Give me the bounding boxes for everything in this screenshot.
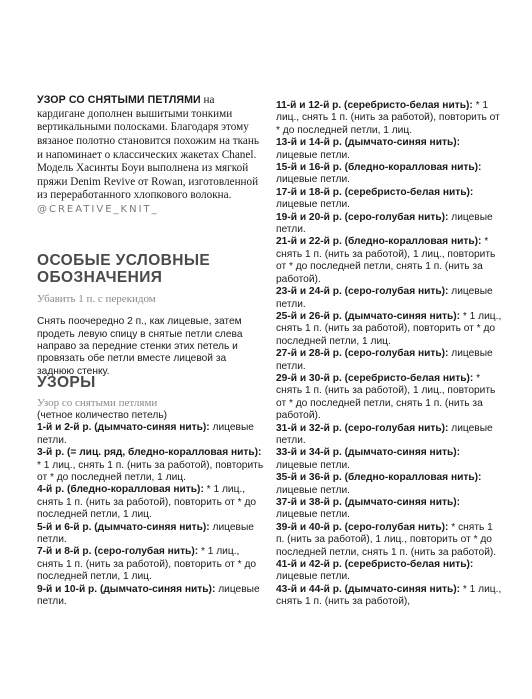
row-text: * 1 лиц., снять 1 п. (нить за работой), повторить от * до последней петли, 1 лиц.	[37, 459, 264, 484]
row-label: 1-й и 2-й р. (дымчато-синяя нить):	[37, 422, 210, 434]
row-label: 13-й и 14-й р. (дымчато-синяя нить):	[276, 137, 461, 149]
pattern-rows-right	[276, 100, 502, 609]
pattern-row	[37, 447, 265, 484]
pattern-row	[276, 187, 502, 212]
pattern-row	[276, 423, 502, 448]
row-text: лицевые петли.	[276, 348, 493, 372]
pattern-rows-left	[37, 410, 265, 609]
row-label: 17-й и 18-й р. (серебристо-белая нить):	[276, 186, 474, 198]
decrease-description: Снять поочередно 2 п., как лицевые, затем продеть левую спицу в снятые петли слева направо за передние стенки этих петель и провязать обе петли вместе лицевой за заднюю стенку.	[37, 316, 243, 377]
instagram-handle: @CREATIVE_KNIT_	[37, 203, 159, 215]
row-label: 15-й и 16-й р. (бледно-коралловая нить):	[276, 162, 482, 174]
row-label: 27-й и 28-й р. (серо-голубая нить):	[276, 348, 449, 360]
pattern-row	[276, 522, 502, 559]
intro-text: на кардигане дополнен вышитыми тонкими вертикальными полосками. Благодаря этому вязаное полотно становится похожим на ткань и напоминает о классических жакетах Chanel. Модель Хасинты Боуи выполнена из мягкой пряжи Denim Revive от Rowan, изготовленной из переработанного хлопкового волокна.	[37, 94, 259, 202]
row-label: 39-й и 40-й р. (серо-голубая нить):	[276, 521, 449, 533]
row-text: лицевые петли.	[276, 459, 351, 471]
row-label: 25-й и 26-й р. (дымчато-синяя нить):	[276, 310, 461, 322]
pattern-row	[276, 348, 502, 373]
row-text: * снять 1 п. (нить за работой), 1 лиц., повторить от * до последней петли, снять 1 п. (нить за работой).	[276, 372, 496, 422]
pattern-row	[276, 286, 502, 311]
row-text: лицевые петли.	[276, 211, 493, 236]
pattern-row	[276, 497, 502, 522]
row-text: * снять 1 п. (нить за работой), 1 лиц., повторить от * до последней петли, снять 1 п. (нить за работой).	[276, 236, 496, 285]
row-label: 33-й и 34-й р. (дымчато-синяя нить):	[276, 447, 461, 459]
row-text: * 1 лиц., снять 1 п. (нить за работой), повторить от * до последней петли, 1 лиц.	[276, 100, 500, 136]
row-label: 5-й и 6-й р. (дымчато-синяя нить):	[37, 521, 210, 533]
row-label: 29-й и 30-й р. (серебристо-белая нить):	[276, 372, 474, 384]
pattern-row	[276, 137, 502, 162]
row-label: 19-й и 20-й р. (серо-голубая нить):	[276, 211, 449, 223]
pattern-row	[276, 559, 502, 584]
pattern-row	[276, 584, 502, 609]
row-label: 7-й и 8-й р. (серо-голубая нить):	[37, 546, 199, 558]
pattern-subheading: Узор со снятыми петлями	[37, 397, 158, 409]
pattern-row	[276, 447, 502, 472]
pattern-row	[37, 484, 265, 521]
special-notations-heading: ОСОБЫЕ УСЛОВНЫЕ ОБОЗНАЧЕНИЯ	[37, 252, 211, 286]
patterns-heading: УЗОРЫ	[37, 374, 96, 391]
row-label: 37-й и 38-й р. (дымчато-синяя нить):	[276, 497, 461, 508]
row-text: лицевые петли.	[276, 199, 351, 211]
stitch-count-note: (четное количество петель)	[37, 410, 168, 421]
pattern-row	[276, 162, 502, 187]
row-text: * 1 лиц., снять 1 п. (нить за работой),	[276, 583, 502, 608]
row-text: лицевые петли.	[276, 286, 493, 310]
row-text: лицевые петли.	[276, 149, 351, 161]
row-label: 3-й р. (= лиц. ряд, бледно-коралловая нить):	[37, 447, 262, 459]
pattern-row	[37, 422, 265, 447]
row-label: 11-й и 12-й р. (серебристо-белая нить):	[276, 100, 473, 111]
row-text: * 1 лиц., снять 1 п. (нить за работой), повторить от * до последней петли, 1 лиц.	[37, 484, 257, 521]
row-text: лицевые петли.	[276, 174, 351, 186]
pattern-row	[276, 100, 502, 137]
row-label: 35-й и 36-й р. (бледно-коралловая нить):	[276, 472, 482, 484]
row-text: * 1 лиц., снять 1 п. (нить за работой), повторить от * до последней петли, 1 лиц.	[276, 310, 502, 347]
row-text: лицевые петли.	[37, 422, 254, 446]
pattern-row	[276, 212, 502, 237]
row-text: лицевые петли.	[37, 521, 254, 546]
pattern-row	[37, 584, 265, 609]
decrease-subheading: Убавить 1 п. с перекидом	[37, 293, 156, 305]
row-text: лицевые петли.	[276, 571, 351, 583]
intro-paragraph	[37, 94, 265, 216]
pattern-row	[276, 311, 502, 348]
row-label: 43-й и 44-й р. (дымчато-синяя нить):	[276, 583, 461, 595]
row-text: лицевые петли.	[276, 509, 351, 521]
row-text: * 1 лиц., снять 1 п. (нить за работой), повторить от * до последней петли, 1 лиц.	[37, 546, 257, 583]
row-label: 21-й и 22-й р. (бледно-коралловая нить):	[276, 236, 482, 248]
row-text: лицевые петли.	[276, 484, 351, 496]
row-label: 23-й и 24-й р. (серо-голубая нить):	[276, 286, 449, 298]
pattern-row	[37, 546, 265, 583]
pattern-row	[276, 236, 502, 286]
pattern-row	[37, 522, 265, 547]
row-text: * снять 1 п. (нить за работой), 1 лиц., повторить от * до последней петли, снять 1 п. (нить за работой).	[276, 521, 497, 558]
pattern-row	[276, 472, 502, 497]
row-text: лицевые петли.	[37, 583, 260, 608]
row-label: 31-й и 32-й р. (серо-голубая нить):	[276, 422, 449, 434]
row-label: 41-й и 42-й р. (серебристо-белая нить):	[276, 559, 474, 571]
pattern-row	[276, 373, 502, 423]
row-text: лицевые петли.	[276, 422, 493, 446]
row-label: 4-й р. (бледно-коралловая нить):	[37, 484, 204, 496]
row-label: 9-й и 10-й р. (дымчато-синяя нить):	[37, 583, 216, 595]
intro-lead: УЗОР СО СНЯТЫМИ ПЕТЛЯМИ	[37, 94, 201, 107]
